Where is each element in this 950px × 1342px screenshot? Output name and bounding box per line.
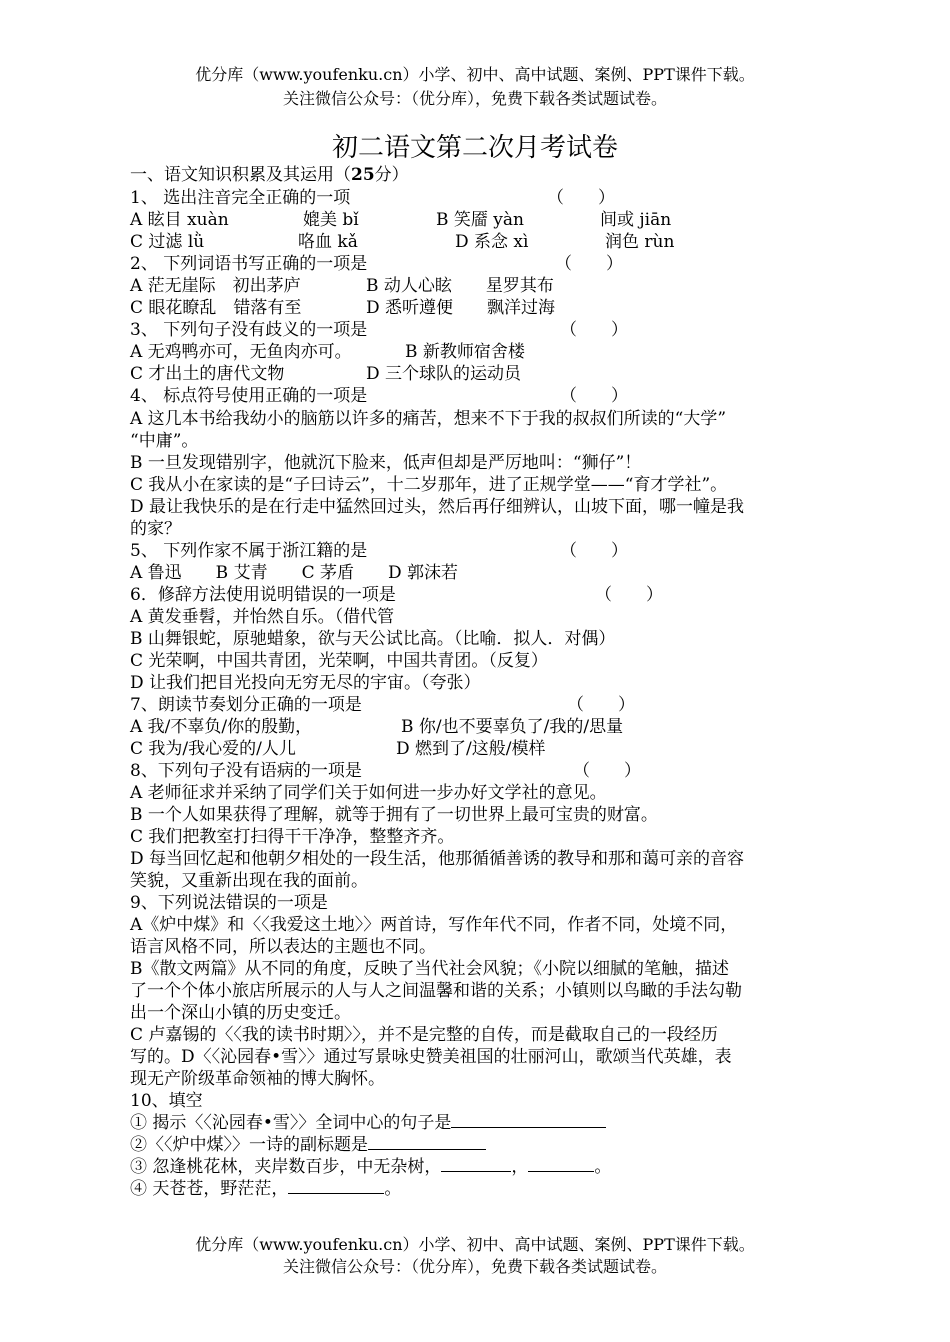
header-line-1: 优分库（www.youfenku.cn）小学、初中、高中试题、案例、PPT课件下载。 — [195, 65, 755, 84]
q10-item-1: ① 揭示〈〈沁园春•雪〉〉全词中心的句子是 — [130, 1112, 606, 1134]
q1-answer-paren: （ ） — [547, 188, 615, 208]
q3-option-b: B 新教师宿舍楼 — [405, 342, 525, 362]
footer-line-2: 关注微信公众号：（优分库），免费下载各类试题试卷。 — [282, 1257, 667, 1276]
q2-option-b: B 动人心眩 星罗其布 — [366, 276, 554, 296]
q1-option-b2: 间或 jiān — [600, 210, 672, 230]
q8-option-c: C 我们把教室打扫得干干净净，整整齐齐。 — [130, 827, 455, 847]
q2-option-c: C 眼花瞭乱 错落有至 — [130, 298, 302, 318]
q1-option-c: C 过滤 lǜ — [130, 232, 205, 252]
q8-option-d-line1: D 每当回忆起和他朝夕相处的一段生活，他那循循善诱的教导和那和蔼可亲的音容 — [130, 849, 745, 869]
footer-line-1: 优分库（www.youfenku.cn）小学、初中、高中试题、案例、PPT课件下载。 — [195, 1235, 755, 1254]
q7-option-c: C 我为/我心爱的/人儿 — [130, 739, 296, 759]
q4-option-b: B 一旦发现错别字，他就沉下脸来，低声但却是严厉地叫：“狮仔”！ — [130, 453, 642, 473]
q9-option-b-line1: B《散文两篇》从不同的角度，反映了当代社会风貌；《小院以细腻的笔触，描述 — [130, 959, 729, 979]
q1-option-a: A 眩目 xuàn — [130, 210, 229, 230]
q1-option-c2: 咯血 kǎ — [298, 232, 358, 252]
q6-option-a: A 黄发垂髫，并怡然自乐。（借代管 — [130, 607, 395, 627]
answer-blank[interactable] — [528, 1156, 594, 1172]
q5-stem: 5、 下列作家不属于浙江籍的是 — [130, 541, 368, 561]
q2-option-a: A 茫无崖际 初出茅庐 — [130, 276, 301, 296]
q4-option-a-line1: A 这几本书给我幼小的脑筋以许多的痛苦，想来不下于我的叔叔们所读的“大学” — [130, 409, 727, 429]
q4-stem: 4、 标点符号使用正确的一项是 — [130, 386, 368, 406]
q6-answer-paren: （ ） — [595, 585, 663, 605]
q7-option-d: D 燃到了/这般/模样 — [396, 739, 546, 759]
q1-stem: 1、 选出注音完全正确的一项 — [130, 188, 351, 208]
q1-option-d2: 润色 rùn — [605, 232, 675, 252]
q4-option-d-line1: D 最让我快乐的是在行走中猛然回过头，然后再仔细辨认，山坡下面，哪一幢是我 — [130, 497, 745, 517]
q2-stem: 2、 下列词语书写正确的一项是 — [130, 254, 368, 274]
q7-stem: 7、朗读节奏划分正确的一项是 — [130, 695, 362, 715]
q7-option-a: A 我/不辜负/你的殷勤， — [130, 717, 313, 737]
header-line-2: 关注微信公众号：（优分库），免费下载各类试题试卷。 — [282, 89, 667, 108]
q8-answer-paren: （ ） — [573, 761, 641, 781]
q4-option-c: C 我从小在家读的是“子曰诗云”，十二岁那年，进了正规学堂——“育才学社”。 — [130, 475, 728, 495]
q8-option-a: A 老师征求并采纳了同学们关于如何进一步办好文学社的意见。 — [130, 783, 607, 803]
answer-blank[interactable] — [288, 1178, 384, 1194]
page-title: 初二语文第二次月考试卷 — [331, 133, 618, 163]
q6-option-b: B 山舞银蛇，原驰蜡象，欲与天公试比高。（比喻．拟人．对偶） — [130, 629, 616, 649]
q9-option-c-line1: C 卢嘉锡的〈〈我的读书时期〉〉，并不是完整的自传，而是截取自己的一段经历 — [130, 1025, 718, 1045]
q5-options: A 鲁迅 B 艾青 C 茅盾 D 郭沫若 — [130, 563, 459, 583]
q8-stem: 8、下列句子没有语病的一项是 — [130, 761, 362, 781]
q1-option-b: B 笑靥 yàn — [436, 210, 524, 230]
q2-answer-paren: （ ） — [555, 254, 623, 274]
q9-stem: 9、下列说法错误的一项是 — [130, 893, 328, 913]
q3-option-c: C 才出土的唐代文物 — [130, 364, 285, 384]
q9-option-c-line2: 写的。D〈〈沁园春•雪〉〉通过写景咏史赞美祖国的壮丽河山，歌颂当代英雄，表 — [130, 1047, 732, 1067]
section-heading: 一、语文知识积累及其运用（25分） — [130, 165, 409, 185]
q2-option-d: D 悉听遵便 飘洋过海 — [366, 298, 556, 318]
answer-blank[interactable] — [368, 1134, 486, 1150]
q3-stem: 3、 下列句子没有歧义的一项是 — [130, 320, 368, 340]
q9-option-b-line3: 出一个深山小镇的历史变迁。 — [130, 1003, 351, 1023]
q4-option-d-line2: 的家？ — [130, 519, 181, 539]
q1-option-a2: 媲美 bǐ — [303, 210, 359, 230]
q4-answer-paren: （ ） — [560, 386, 628, 406]
q8-option-d-line2: 笑貌，又重新出现在我的面前。 — [130, 871, 368, 891]
q3-answer-paren: （ ） — [560, 320, 628, 340]
q6-option-d: D 让我们把目光投向无穷无尽的宇宙。（夸张） — [130, 673, 481, 693]
q6-option-c: C 光荣啊，中国共青团，光荣啊，中国共青团。（反复） — [130, 651, 548, 671]
q9-option-a-line2: 语言风格不同，所以表达的主题也不同。 — [130, 937, 436, 957]
answer-blank[interactable] — [441, 1156, 511, 1172]
q3-option-d: D 三个球队的运动员 — [366, 364, 522, 384]
q9-option-b-line2: 了一个个体小旅店所展示的人与人之间温馨和谐的关系；小镇则以鸟瞰的手法勾勒 — [130, 981, 742, 1001]
q10-item-2: ②〈〈炉中煤〉〉一诗的副标题是 — [130, 1134, 486, 1156]
q3-option-a: A 无鸡鸭亦可，无鱼肉亦可。 — [130, 342, 352, 362]
answer-blank[interactable] — [451, 1112, 606, 1128]
q9-option-c-line3: 现无产阶级革命领袖的博大胸怀。 — [130, 1069, 385, 1089]
q6-stem: 6．修辞方法使用说明错误的一项是 — [130, 585, 396, 605]
q10-item-4: ④ 天苍苍，野茫茫， 。 — [130, 1179, 402, 1199]
q4-option-a-line2: “中庸”。 — [130, 431, 199, 451]
q9-option-a-line1: A《炉中煤》和〈〈我爱这土地〉〉两首诗，写作年代不同，作者不同，处境不同， — [130, 915, 738, 935]
q7-option-b: B 你/也不要辜负了/我的/思量 — [401, 717, 624, 737]
q5-answer-paren: （ ） — [560, 541, 628, 561]
q1-option-d: D 系念 xì — [455, 232, 529, 252]
q8-option-b: B 一个人如果获得了理解，就等于拥有了一切世界上最可宝贵的财富。 — [130, 805, 658, 825]
q7-answer-paren: （ ） — [567, 695, 635, 715]
q10-stem: 10、填空 — [130, 1091, 203, 1111]
q10-item-3: ③ 忽逢桃花林，夹岸数百步，中无杂树， ， 。 — [130, 1157, 612, 1177]
